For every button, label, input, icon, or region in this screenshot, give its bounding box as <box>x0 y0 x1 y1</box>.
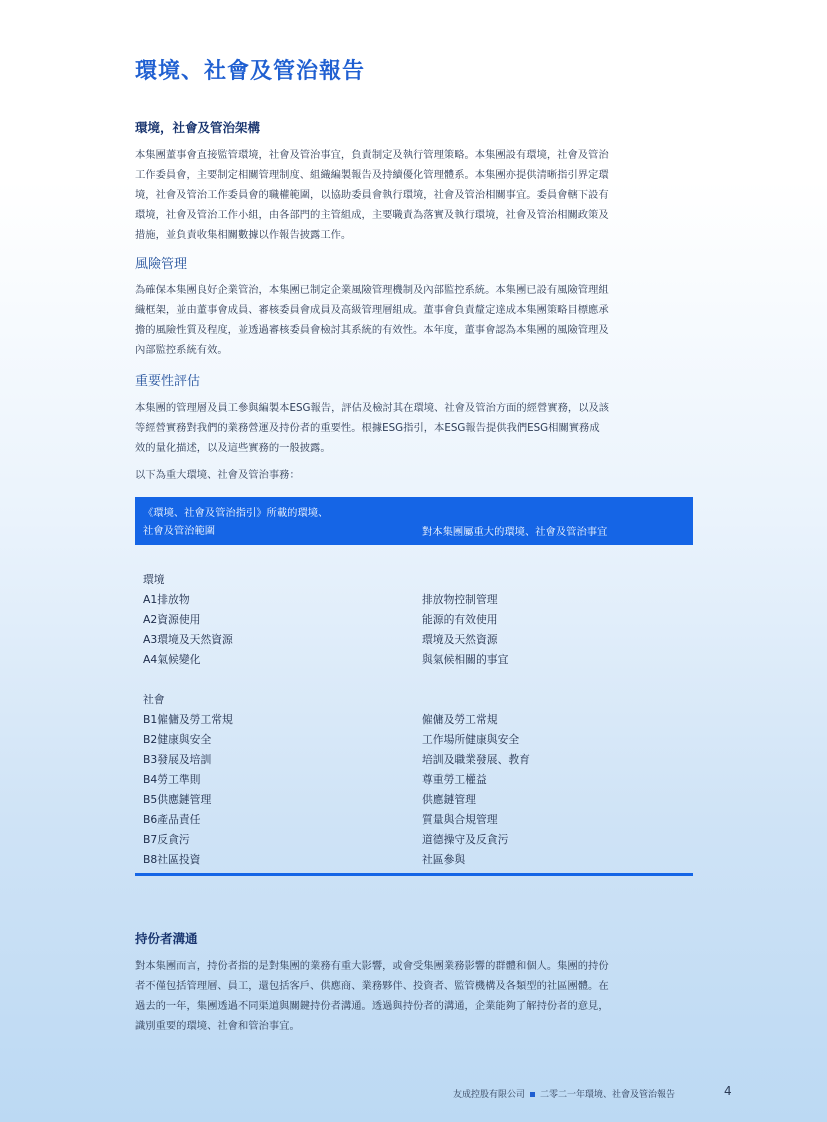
table-cell-issue: 環境及天然資源 <box>422 633 498 646</box>
table-header-col1 <box>143 504 328 540</box>
table-cell-aspect: B1僱傭及勞工常規 <box>143 713 233 726</box>
table-cell-issue: 道德操守及反貪污 <box>422 833 509 846</box>
paragraph-line: 措施，並負責收集相關數據以作報告披露工作。 <box>135 229 352 241</box>
header-col1-line2: 社會及管治範圍 <box>143 525 216 537</box>
paragraph-line: 擔的風險性質及程度，並透過審核委員會檢討其系統的有效性。本年度，董事會認為本集團的風險管理及 <box>135 324 609 336</box>
paragraph-line: 識別重要的環境、社會和管治事宜。 <box>135 1020 300 1032</box>
table-cell-aspect: A1排放物 <box>143 593 190 606</box>
stakeholder-heading: 持份者溝通 <box>135 931 198 946</box>
stakeholder-paragraph <box>135 956 695 1036</box>
footer <box>453 1087 675 1100</box>
paragraph-line: 者不僅包括管理層、員工，還包括客戶、供應商、業務夥伴、投資者、監管機構及各類型的社區團體。在 <box>135 980 609 992</box>
table-cell-aspect: B3發展及培訓 <box>143 753 212 766</box>
table-cell-issue: 能源的有效使用 <box>422 613 498 626</box>
table-cell-issue: 與氣候相關的事宜 <box>422 653 509 666</box>
paragraph-line: 本集團董事會直接監管環境，社會及管治事宜，負責制定及執行管理策略。本集團設有環境，社會及管治 <box>135 149 609 161</box>
footer-report-title: 二零二一年環境、社會及管治報告 <box>540 1090 676 1100</box>
group-label-environment: 環境 <box>143 573 165 586</box>
table-cell-issue: 排放物控制管理 <box>422 593 498 606</box>
table-cell-issue: 工作場所健康與安全 <box>422 733 520 746</box>
table-cell-aspect: A2資源使用 <box>143 613 201 626</box>
paragraph-line: 等經營實務對我們的業務營運及持份者的重要性。根據ESG指引，本ESG報告提供我們ESG相關實務成 <box>135 422 600 434</box>
materiality-paragraph <box>135 398 695 458</box>
paragraph-line: 內部監控系統有效。 <box>135 344 228 356</box>
table-cell-issue: 僱傭及勞工常規 <box>422 713 498 726</box>
table-header-col2: 對本集團屬重大的環境、社會及管治事宜 <box>422 526 608 538</box>
table-header <box>135 497 693 545</box>
page-number: 4 <box>724 1084 732 1098</box>
table-cell-issue: 培訓及職業發展、教育 <box>422 753 530 766</box>
framework-paragraph <box>135 145 695 245</box>
table-cell-issue: 社區參與 <box>422 853 466 866</box>
footer-company: 友成控股有限公司 <box>453 1090 526 1100</box>
table-cell-aspect: B7反貪污 <box>143 833 190 846</box>
table-cell-aspect: B2健康與安全 <box>143 733 212 746</box>
table-cell-aspect: B6產品責任 <box>143 813 201 826</box>
group-label-social: 社會 <box>143 693 165 706</box>
square-bullet-icon <box>530 1092 535 1097</box>
risk-heading: 風險管理 <box>135 257 188 272</box>
table-cell-issue: 質量與合規管理 <box>422 813 498 826</box>
paragraph-line: 為確保本集團良好企業管治，本集團已制定企業風險管理機制及內部監控系統。本集團已設有風險管理組 <box>135 284 609 296</box>
table-cell-aspect: A3環境及天然資源 <box>143 633 233 646</box>
paragraph-line: 環境，社會及管治工作小組，由各部門的主管組成，主要職責為落實及執行環境，社會及管治相關政策及 <box>135 209 609 221</box>
esg-issues-table <box>135 497 693 877</box>
table-cell-issue: 供應鏈管理 <box>422 793 476 806</box>
materiality-heading: 重要性評估 <box>135 374 201 389</box>
framework-heading: 環境，社會及管治架構 <box>135 120 261 135</box>
table-cell-issue: 尊重勞工權益 <box>422 773 487 786</box>
table-cell-aspect: B4勞工準則 <box>143 773 201 786</box>
risk-paragraph <box>135 280 695 360</box>
paragraph-line: 過去的一年，集團透過不同渠道與關鍵持份者溝通。透過與持份者的溝通，企業能夠了解持份者的意見， <box>135 1000 609 1012</box>
page-title: 環境、社會及管治報告 <box>135 59 366 84</box>
table-cell-aspect: A4氣候變化 <box>143 653 201 666</box>
paragraph-line: 境，社會及管治工作委員會的職權範圍，以協助委員會執行環境，社會及管治相關事宜。委員會轄下設有 <box>135 189 609 201</box>
materiality-intro: 以下為重大環境、社會及管治事務： <box>135 469 300 481</box>
paragraph-line: 工作委員會，主要制定相關管理制度、組織編製報告及持續優化管理體系。本集團亦提供清晰指引界定環 <box>135 169 609 181</box>
paragraph-line: 織框架，並由董事會成員、審核委員會成員及高級管理層組成。董事會負責釐定達成本集團策略目標應承 <box>135 304 609 316</box>
paragraph-line: 對本集團而言，持份者指的是對集團的業務有重大影響，或會受集團業務影響的群體和個人。集團的持份 <box>135 960 609 972</box>
table-bottom-rule <box>135 873 693 876</box>
header-col1-line1: 《環境、社會及管治指引》所載的環境、 <box>143 507 329 519</box>
table-cell-aspect: B8社區投資 <box>143 853 201 866</box>
paragraph-line: 本集團的管理層及員工參與編製本ESG報告，評估及檢討其在環境、社會及管治方面的經營實務，以及該 <box>135 402 610 414</box>
table-cell-aspect: B5供應鏈管理 <box>143 793 212 806</box>
paragraph-line: 效的量化描述，以及這些實務的一般披露。 <box>135 442 331 454</box>
